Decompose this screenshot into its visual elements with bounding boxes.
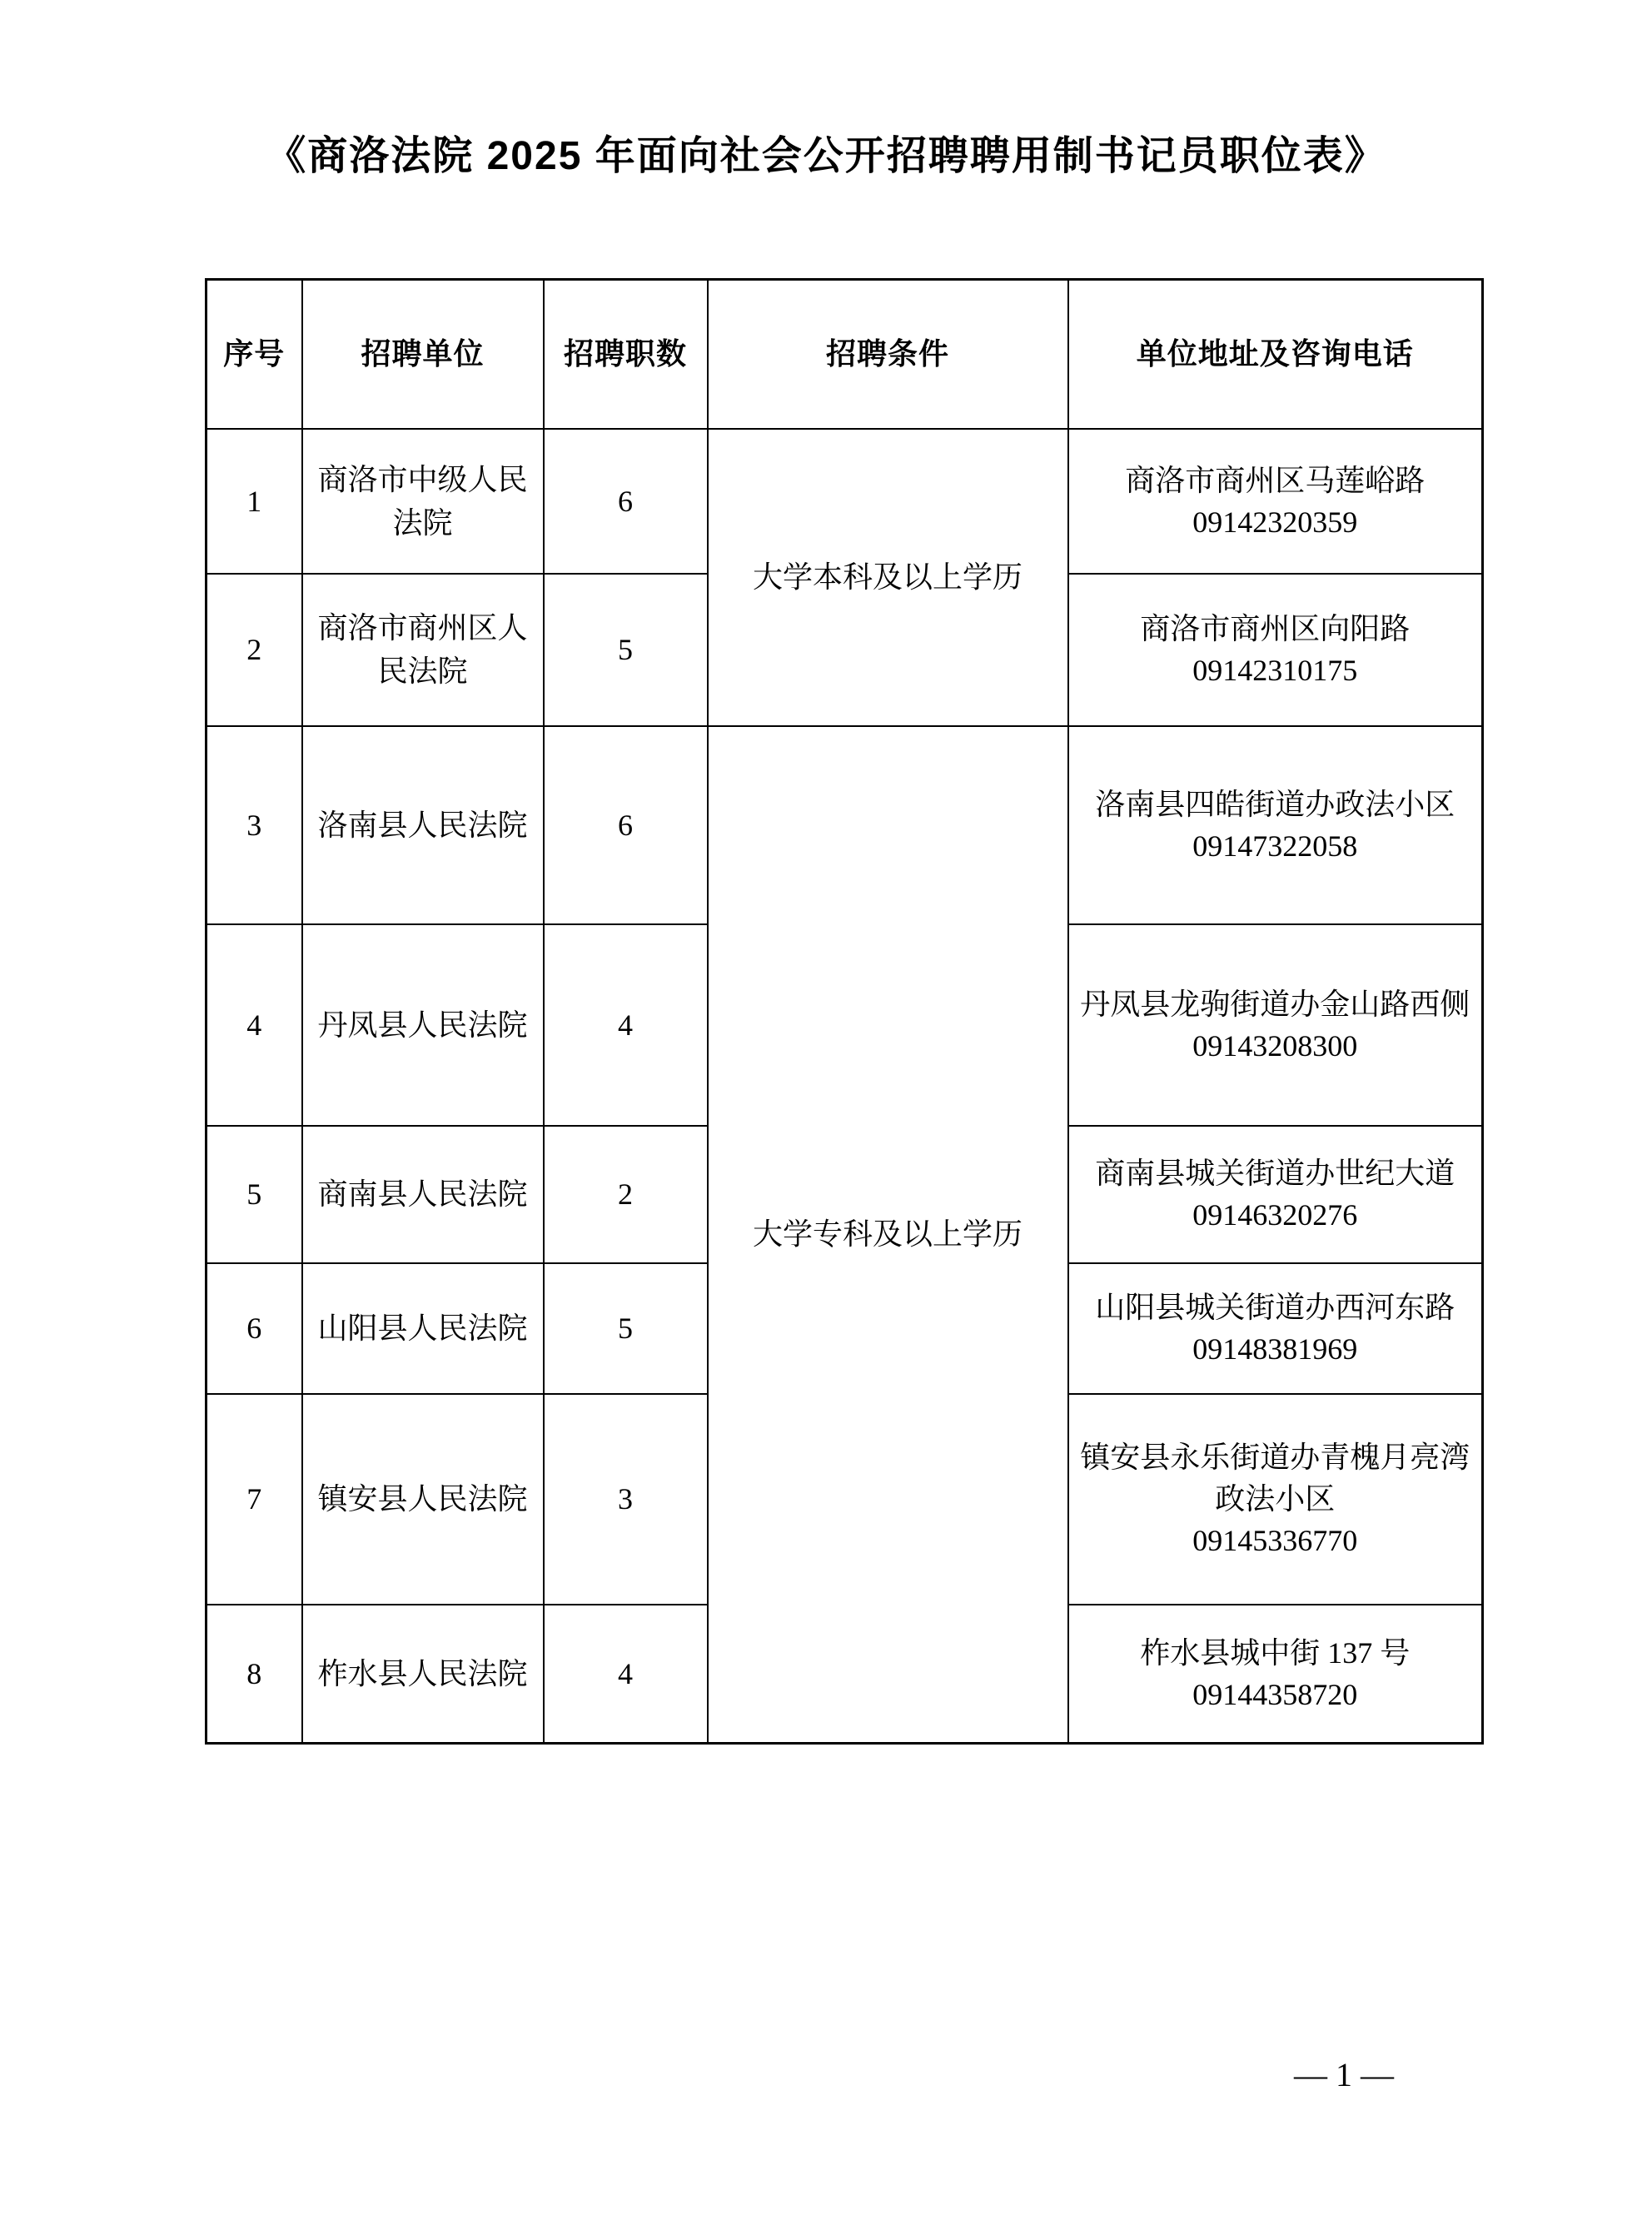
count-cell: 6	[544, 726, 708, 924]
page-title: 《商洛法院 2025 年面向社会公开招聘聘用制书记员职位表》	[266, 134, 1386, 178]
row-no: 3	[206, 726, 302, 924]
count-cell: 2	[544, 1126, 708, 1263]
phone-number: 09148381969	[1192, 1332, 1358, 1366]
table-row	[206, 726, 1483, 924]
address-cell	[1068, 1126, 1483, 1263]
row-no: 2	[206, 574, 302, 726]
header-unit: 招聘单位	[302, 280, 544, 429]
count-cell: 5	[544, 1263, 708, 1394]
header-count: 招聘职数	[544, 280, 708, 429]
row-no: 5	[206, 1126, 302, 1263]
phone-number: 09147322058	[1192, 829, 1358, 863]
condition-cell: 大学专科及以上学历	[708, 726, 1068, 1744]
unit-cell: 商洛市中级人民法院	[302, 429, 544, 574]
address-cell	[1068, 1263, 1483, 1394]
address-line: 丹凤县龙驹街道办金山路西侧	[1080, 987, 1470, 1021]
address-line: 商南县城关街道办世纪大道	[1095, 1157, 1455, 1190]
address-cell	[1068, 1394, 1483, 1605]
count-cell: 4	[544, 924, 708, 1126]
positions-table	[205, 278, 1484, 1745]
unit-cell: 镇安县人民法院	[302, 1394, 544, 1605]
address-cell	[1068, 574, 1483, 726]
address-line: 山阳县城关街道办西河东路	[1095, 1291, 1455, 1324]
unit-cell: 商南县人民法院	[302, 1126, 544, 1263]
address-line: 商洛市商州区向阳路	[1140, 612, 1411, 645]
address-line: 政法小区	[1215, 1482, 1336, 1516]
count-cell: 6	[544, 429, 708, 574]
address-cell	[1068, 1605, 1483, 1744]
header-no: 序号	[206, 280, 302, 429]
count-cell: 4	[544, 1605, 708, 1744]
address-line: 柞水县城中街 137 号	[1140, 1635, 1411, 1670]
row-no: 7	[206, 1394, 302, 1605]
address-cell	[1068, 429, 1483, 574]
address-cell	[1068, 924, 1483, 1126]
address-line: 洛南县四皓街道办政法小区	[1095, 787, 1455, 821]
count-cell: 5	[544, 574, 708, 726]
address-line: 商洛市商州区马莲峪路	[1125, 463, 1426, 497]
phone-number: 09146320276	[1192, 1198, 1358, 1232]
phone-number: 09142320359	[1192, 505, 1358, 539]
header-address-phone: 单位地址及咨询电话	[1068, 280, 1483, 429]
unit-cell: 山阳县人民法院	[302, 1263, 544, 1394]
page-number: — 1 —	[1294, 2056, 1394, 2093]
address-cell	[1068, 726, 1483, 924]
condition-cell: 大学本科及以上学历	[708, 429, 1068, 726]
phone-number: 09144358720	[1192, 1677, 1358, 1711]
unit-cell: 洛南县人民法院	[302, 726, 544, 924]
row-no: 1	[206, 429, 302, 574]
table-row	[206, 429, 1483, 574]
row-no: 4	[206, 924, 302, 1126]
row-no: 8	[206, 1605, 302, 1744]
phone-number: 09145336770	[1192, 1524, 1358, 1557]
table-header-row	[206, 280, 1483, 429]
phone-number: 09143208300	[1192, 1028, 1358, 1063]
row-no: 6	[206, 1263, 302, 1394]
header-condition: 招聘条件	[708, 280, 1068, 429]
unit-cell: 丹凤县人民法院	[302, 924, 544, 1126]
address-line: 镇安县永乐街道办青槐月亮湾	[1080, 1441, 1470, 1474]
unit-cell: 柞水县人民法院	[302, 1605, 544, 1744]
count-cell: 3	[544, 1394, 708, 1605]
phone-number: 09142310175	[1192, 654, 1358, 687]
unit-cell: 商洛市商州区人民法院	[302, 574, 544, 726]
